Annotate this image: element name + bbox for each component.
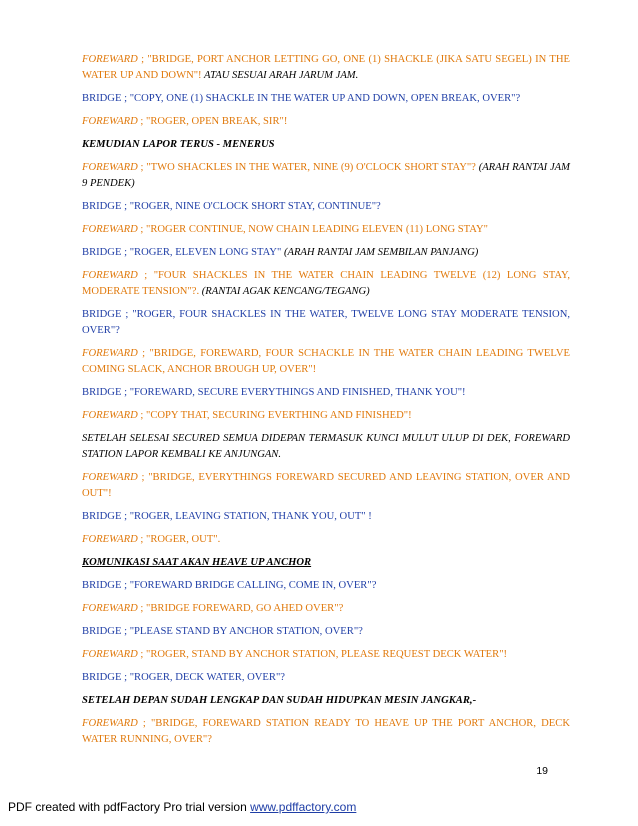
section-heading: SETELAH DEPAN SUDAH LENGKAP DAN SUDAH HIDUPKAN MESIN JANGKAR,- — [82, 695, 477, 706]
bridge-line — [82, 199, 570, 215]
section-heading: KEMUDIAN LAPOR TERUS - MENERUS — [82, 139, 275, 150]
heading-paragraph — [82, 555, 570, 571]
foreward-line — [82, 160, 573, 192]
bridge-line — [82, 670, 570, 686]
separator: ; — [137, 649, 146, 660]
separator: ; — [137, 472, 149, 483]
message-text: "BRIDGE, EVERYTHINGS FOREWARD SECURED AND LEAVING STATION, OVER AND OUT"! — [82, 472, 570, 499]
separator: ; — [121, 580, 130, 591]
separator: ; — [137, 270, 154, 281]
message-text: "COPY, ONE (1) SHACKLE IN THE WATER UP AND DOWN, OPEN BREAK, OVER"? — [129, 93, 521, 104]
separator: ; — [121, 309, 133, 320]
bridge-line — [82, 245, 570, 261]
message-text: "ROGER, LEAVING STATION, THANK YOU, OUT" ! — [129, 511, 372, 522]
footer-text: PDF created with pdfFactory Pro trial version — [8, 800, 251, 814]
speaker-label: FOREWARD — [82, 224, 138, 235]
foreward-line — [82, 268, 570, 300]
instruction-text: SETELAH SELESAI SECURED SEMUA DIDEPAN TERMASUK KUNCI MULUT ULUP DI DEK, FOREWARD STATION LAPOR KEMBALI KE ANJUNGAN. — [82, 433, 570, 460]
foreward-line — [82, 346, 570, 378]
foreward-line — [82, 470, 570, 502]
speaker-label: FOREWARD — [82, 270, 138, 281]
bridge-line — [82, 509, 570, 525]
separator: ; — [121, 93, 130, 104]
foreward-line — [82, 408, 570, 424]
separator: ; — [121, 247, 130, 258]
message-text: "FOUR SHACKLES IN THE WATER CHAIN LEADING TWELVE (12) LONG STAY, MODERATE TENSION"?. — [82, 270, 570, 297]
speaker-label: FOREWARD — [82, 410, 138, 421]
separator: ; — [121, 511, 130, 522]
separator: ; — [121, 672, 130, 683]
bridge-line — [82, 624, 570, 640]
speaker-label: BRIDGE — [82, 672, 122, 683]
message-text: "ROGER, DECK WATER, OVER"? — [129, 672, 285, 683]
message-text: "ROGER, NINE O'CLOCK SHORT STAY, CONTINUE"? — [129, 201, 381, 212]
message-text: "PLEASE STAND BY ANCHOR STATION, OVER"? — [129, 626, 363, 637]
separator: ; — [137, 348, 150, 359]
foreward-line — [82, 114, 570, 130]
translation-note: (RANTAI AGAK KENCANG/TEGANG) — [199, 286, 370, 297]
speaker-label: BRIDGE — [82, 93, 122, 104]
bridge-line — [82, 307, 570, 339]
speaker-label: FOREWARD — [82, 603, 138, 614]
speaker-label: BRIDGE — [82, 201, 122, 212]
separator: ; — [137, 162, 147, 173]
speaker-label: BRIDGE — [82, 247, 122, 258]
message-text: "ROGER, FOUR SHACKLES IN THE WATER, TWELVE LONG STAY MODERATE TENSION, OVER"? — [82, 309, 570, 336]
pdf-footer — [8, 800, 356, 814]
page-number: 19 — [536, 765, 548, 777]
separator: ; — [137, 410, 146, 421]
speaker-label: BRIDGE — [82, 309, 122, 320]
separator: ; — [137, 224, 146, 235]
message-text: "ROGER CONTINUE, NOW CHAIN LEADING ELEVEN (11) LONG STAY" — [146, 224, 488, 235]
bridge-line — [82, 385, 570, 401]
section-heading: KOMUNIKASI SAAT AKAN HEAVE UP ANCHOR — [82, 557, 312, 568]
translation-note: (ARAH RANTAI JAM SEMBILAN PANJANG) — [281, 247, 479, 258]
foreward-line — [82, 532, 570, 548]
speaker-label: FOREWARD — [82, 718, 138, 729]
foreward-line — [82, 601, 570, 617]
speaker-label: FOREWARD — [82, 534, 138, 545]
message-text: "ROGER, OUT". — [146, 534, 221, 545]
speaker-label: BRIDGE — [82, 580, 122, 591]
separator: ; — [137, 534, 146, 545]
transcript-body — [82, 52, 573, 755]
instruction-paragraph — [82, 431, 570, 463]
speaker-label: FOREWARD — [82, 162, 138, 173]
message-text: "BRIDGE, FOREWARD STATION READY TO HEAVE UP THE PORT ANCHOR, DECK WATER RUNNING, OVER"? — [82, 718, 570, 745]
separator: ; — [137, 603, 146, 614]
bridge-line — [82, 91, 570, 107]
message-text: "TWO SHACKLES IN THE WATER, NINE (9) O'CLOCK SHORT STAY"? — [146, 162, 476, 173]
separator: ; — [121, 201, 130, 212]
foreward-line — [82, 716, 570, 748]
speaker-label: BRIDGE — [82, 387, 122, 398]
foreward-line — [82, 52, 570, 84]
bridge-line — [82, 578, 570, 594]
separator: ; — [121, 626, 130, 637]
speaker-label: FOREWARD — [82, 472, 138, 483]
speaker-label: FOREWARD — [82, 649, 138, 660]
message-text: "COPY THAT, SECURING EVERTHING AND FINISHED"! — [146, 410, 412, 421]
separator: ; — [137, 718, 151, 729]
speaker-label: FOREWARD — [82, 116, 138, 127]
message-text: "ROGER, OPEN BREAK, SIR"! — [146, 116, 288, 127]
translation-note: (ARAH RANTAI JAM 9 PENDEK) — [82, 162, 573, 189]
foreward-line — [82, 647, 570, 663]
separator: ; — [137, 116, 146, 127]
message-text: "BRIDGE, PORT ANCHOR LETTING GO, ONE (1) SHACKLE (JIKA SATU SEGEL) IN THE WATER UP AND DOWN"! — [82, 54, 570, 81]
message-text: "BRIDGE FOREWARD, GO AHED OVER"? — [146, 603, 344, 614]
message-text: "FOREWARD, SECURE EVERYTHINGS AND FINISHED, THANK YOU"! — [129, 387, 466, 398]
speaker-label: FOREWARD — [82, 348, 138, 359]
message-text: "FOREWARD BRIDGE CALLING, COME IN, OVER"? — [129, 580, 377, 591]
message-text: "ROGER, ELEVEN LONG STAY" — [129, 247, 282, 258]
heading-paragraph — [82, 137, 570, 153]
message-text: "ROGER, STAND BY ANCHOR STATION, PLEASE REQUEST DECK WATER"! — [146, 649, 508, 660]
separator: ; — [137, 54, 148, 65]
translation-note: ATAU SESUAI ARAH JARUM JAM. — [201, 70, 359, 81]
message-text: "BRIDGE, FOREWARD, FOUR SCHACKLE IN THE WATER CHAIN LEADING TWELVE COMING SLACK, ANCHOR BROUGH UP, OVER"! — [82, 348, 570, 375]
speaker-label: BRIDGE — [82, 626, 122, 637]
heading-paragraph — [82, 693, 570, 709]
foreward-line — [82, 222, 570, 238]
speaker-label: BRIDGE — [82, 511, 122, 522]
speaker-label: FOREWARD — [82, 54, 138, 65]
separator: ; — [121, 387, 130, 398]
footer-link[interactable]: www.pdffactory.com — [250, 800, 357, 814]
